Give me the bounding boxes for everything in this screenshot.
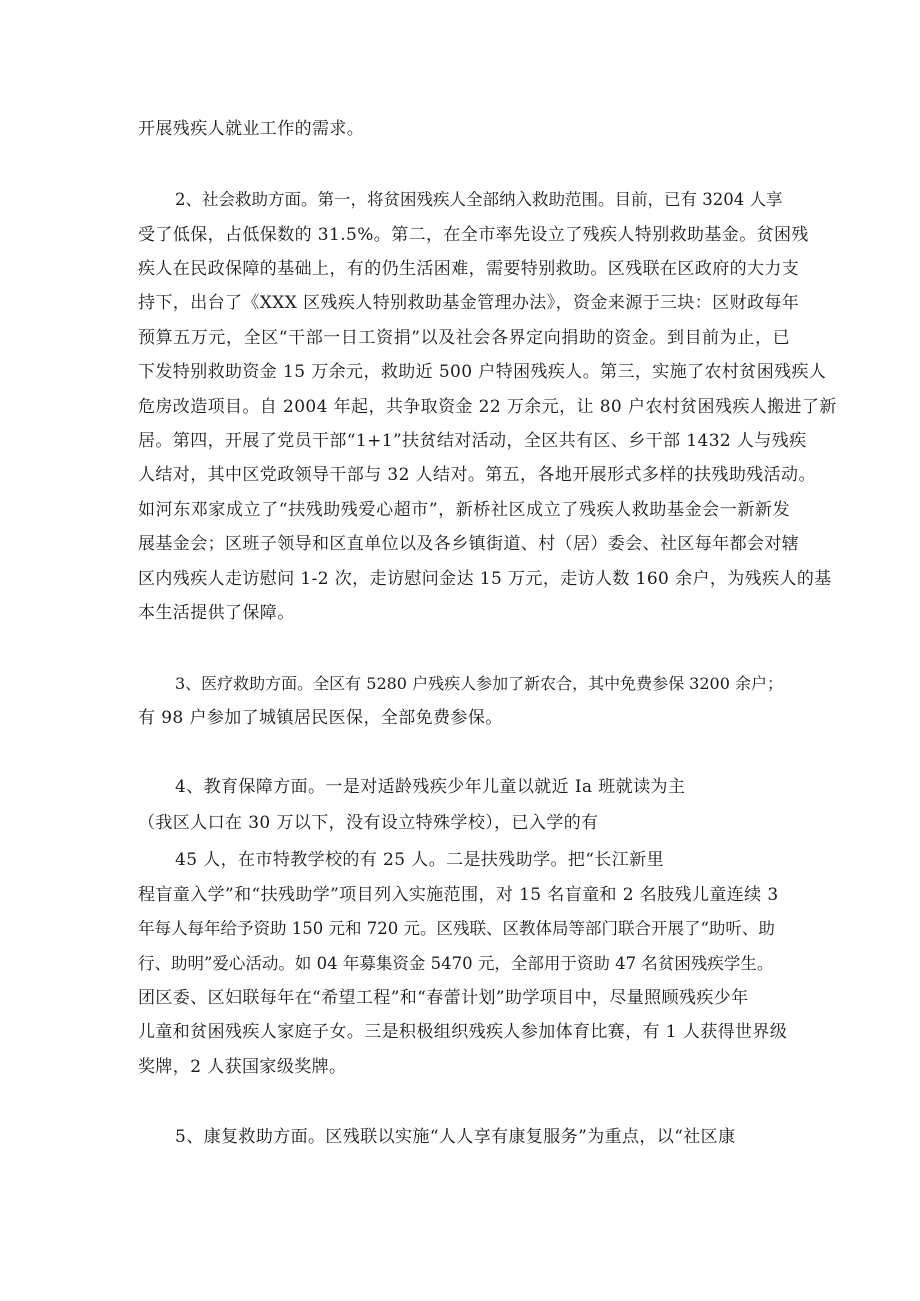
text-line: 受了低保，占低保数的 31.5%。第二，在全市率先设立了残疾人特别救助基金。贫困残 [138, 225, 809, 245]
text-line: 预算五万元，全区“干部一日工资捐”以及社会各界定向捐助的资金。到目前为止，已 [138, 328, 790, 348]
text-line: 有 98 户参加了城镇居民医保，全部免费参保。 [138, 708, 503, 728]
text-line: 人结对，其中区党政领导干部与 32 人结对。第五，各地开展形式多样的扶残助残活动。 [138, 465, 816, 485]
paragraph-3-heading-line: 3、医疗救助方面。全区有 5280 户残疾人参加了新农合，其中免费参保 3200 余户； [175, 674, 783, 693]
text-line: 下发特别救助资金 15 万余元，救助近 500 户特困残疾人。第三，实施了农村贫困残疾人 [138, 362, 827, 382]
text-line: 疾人在民政保障的基础上，有的仍生活困难，需要特别救助。区残联在区政府的大力支 [138, 259, 800, 279]
text-line: 区内残疾人走访慰问 1-2 次，走访慰问金达 15 万元，走访人数 160 余户，为残疾人的基 [138, 569, 832, 589]
paragraph-5-heading-line: 5、康复救助方面。区残联以实施“人人享有康复服务”为重点，以“社区康 [175, 1127, 736, 1147]
text-line: 开展残疾人就业工作的需求。 [138, 119, 365, 139]
text-line: 如河东邓家成立了“扶残助残爱心超市”，新桥社区成立了残疾人救助基金会一新新发 [138, 500, 790, 520]
text-line: 行、助明”爱心活动。如 04 年募集资金 5470 元，全部用于资助 47 名贫困残疾学生。 [138, 954, 774, 973]
text-line: 奖牌，2 人获国家级奖牌。 [138, 1057, 347, 1077]
text-line: 45 人，在市特教学校的有 25 人。二是扶残助学。把“长江新里 [175, 850, 664, 870]
text-line: 年每人每年给予资助 150 元和 720 元。区残联、区教体局等部门联合开展了“助听、助 [138, 919, 775, 938]
text-line: 危房改造项目。自 2004 年起，共争取资金 22 万余元，让 80 户农村贫困残疾人搬进了新 [138, 397, 837, 417]
text-line: 程盲童入学”和“扶残助学”项目列入实施范围，对 15 名盲童和 2 名肢残儿童连续 3 [138, 885, 779, 905]
text-line: 本生活提供了保障。 [138, 603, 295, 623]
text-line: 持下，出台了《XXX 区残疾人特别救助基金管理办法》，资金来源于三块：区财政每年 [138, 293, 800, 313]
text-line: （我区人口在 30 万以下，没有设立特殊学校），已入学的有 [138, 813, 599, 833]
text-line: 展基金会；区班子领导和区直单位以及各乡镇街道、村（居）委会、社区每年都会对辖 [138, 534, 800, 554]
text-line: 团区委、区妇联每年在“希望工程”和“春蕾计划”助学项目中，尽量照顾残疾少年 [138, 988, 749, 1008]
paragraph-4-heading-line: 4、教育保障方面。一是对适龄残疾少年儿童以就近 Ia 班就读为主 [175, 777, 686, 797]
paragraph-2-heading-line: 2、社会救助方面。第一，将贫困残疾人全部纳入救助范围。目前，已有 3204 人享 [175, 190, 783, 209]
text-line: 居。第四，开展了党员干部“1+1”扶贫结对活动，全区共有区、乡干部 1432 人与残疾 [138, 431, 807, 451]
text-line: 儿童和贫困残疾人家庭子女。三是积极组织残疾人参加体育比赛，有 1 人获得世界级 [138, 1022, 788, 1042]
